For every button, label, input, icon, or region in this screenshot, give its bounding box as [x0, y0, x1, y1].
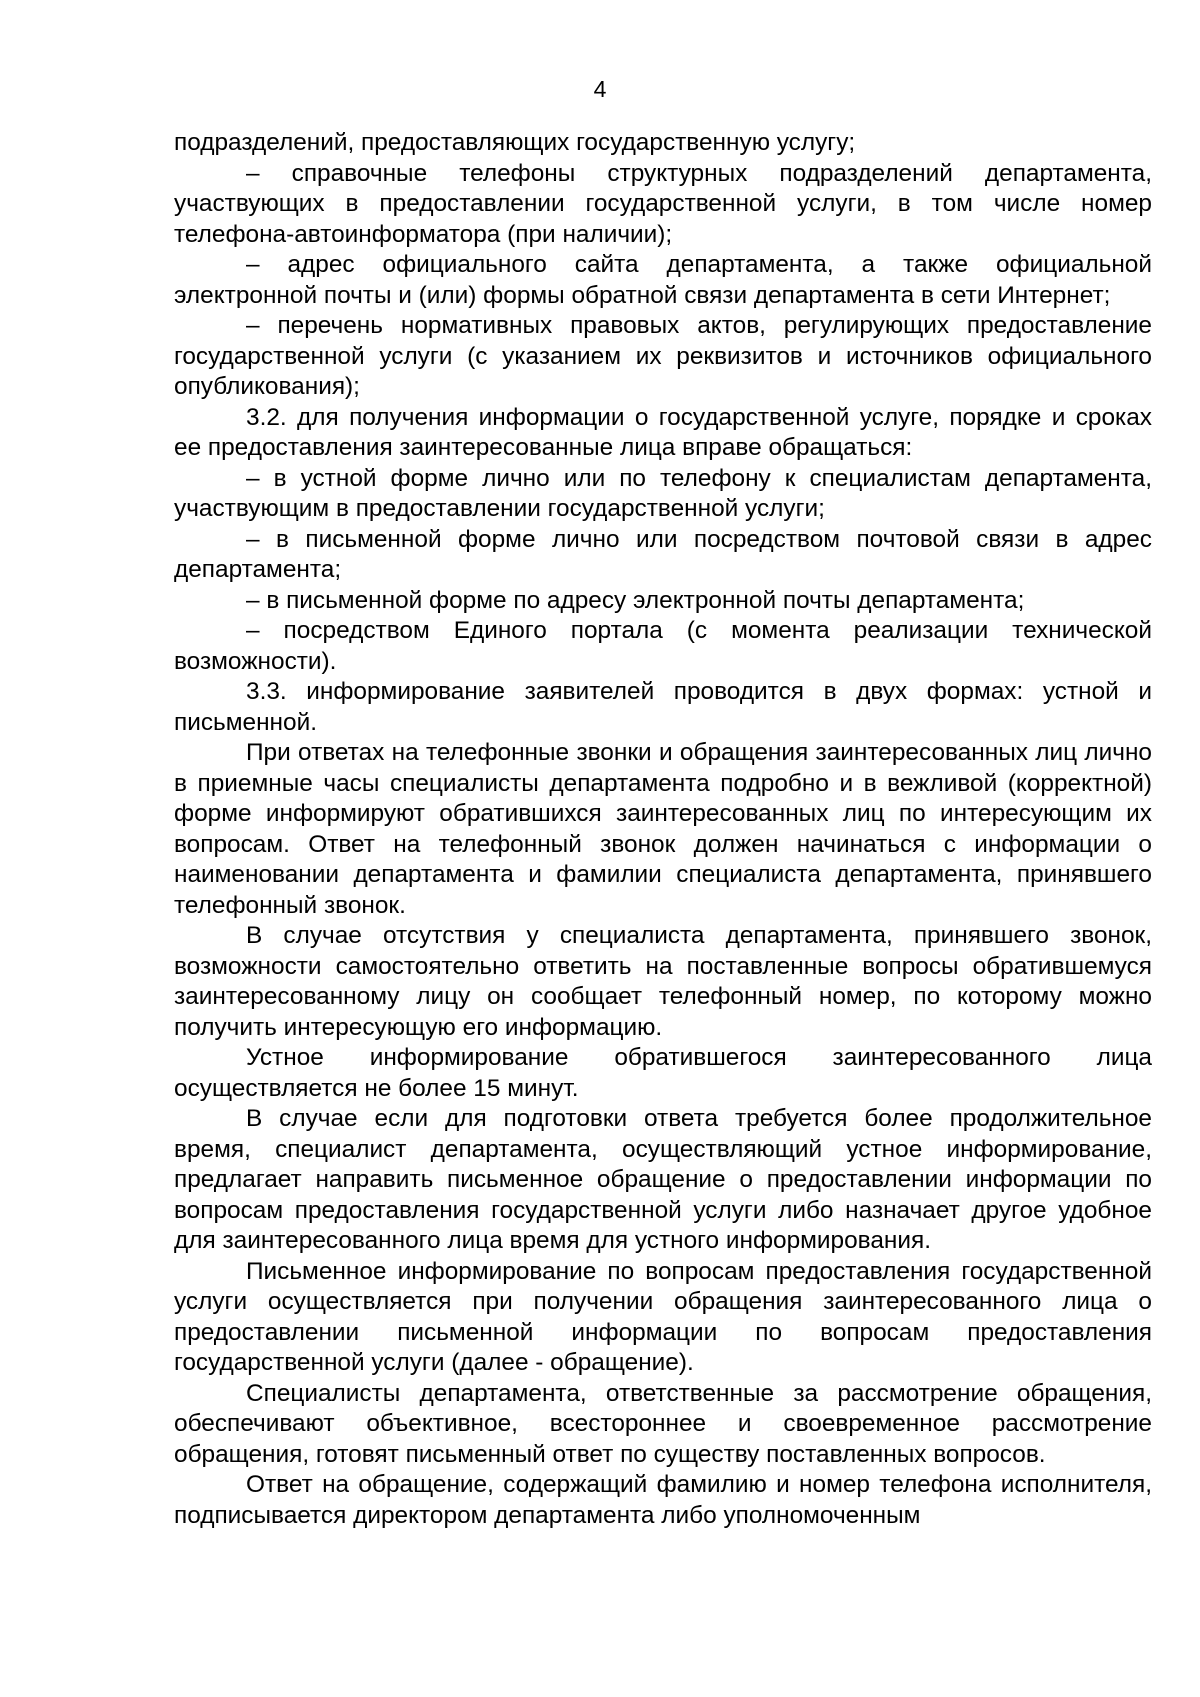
list-item-website: – адрес официального сайта департамента, а также официальной электронной почты и (или) формы обратной связи департамента в сети Интернет; [174, 251, 1152, 309]
paragraph-phone-answers: При ответах на телефонные звонки и обращения заинтересованных лиц лично в приемные часы специалисты департамента подробно и в вежливой (корректной) форме информируют обратившихся заинтересованных лиц по интересующим их вопросам. Ответ на телефонный звонок должен начинаться с информации о наименовании департамента и фамилии специалиста департамента, принявшего телефонный звонок. [174, 739, 1152, 919]
clause-3-2: 3.2. для получения информации о государственной услуге, порядке и сроках ее предоставления заинтересованные лица вправе обращаться: [174, 403, 1152, 461]
paragraph-continuation: подразделений, предоставляющих государственную услугу; [174, 129, 856, 156]
page-number: 4 [593, 76, 607, 102]
list-item-written-email: – в письменной форме по адресу электронной почты департамента; [246, 586, 1025, 614]
document-body [174, 128, 1152, 1531]
paragraph-longer-time: В случае если для подготовки ответа требуется более продолжительное время, специалист департамента, осуществляющий устное информирование, предлагает направить письменное обращение о предоставлении информации по вопросам предоставления государственной услуги либо назначает другое удобное для заинтересованного лица время для устного информирования. [174, 1105, 1152, 1254]
paragraph-oral-duration: Устное информирование обратившегося заинтересованного лица осуществляется не более 15 минут. [174, 1044, 1152, 1102]
paragraph-answer-signing: Ответ на обращение, содержащий фамилию и номер телефона исполнителя, подписывается директором департамента либо уполномоченным [174, 1471, 1152, 1529]
clause-3-3: 3.3. информирование заявителей проводится в двух формах: устной и письменной. [174, 678, 1152, 736]
paragraph-absence: В случае отсутствия у специалиста департамента, принявшего звонок, возможности самостоятельно ответить на поставленные вопросы обратившемуся заинтересованному лицу он сообщает телефонный номер, по которому можно получить интересующую его информацию. [174, 922, 1152, 1041]
list-item-phones: – справочные телефоны структурных подразделений департамента, участвующих в предоставлении государственной услуги, в том числе номер телефона-автоинформатора (при наличии); [174, 159, 1152, 248]
list-item-legal-acts: – перечень нормативных правовых актов, регулирующих предоставление государственной услуги (с указанием их реквизитов и источников официального опубликования); [174, 312, 1152, 400]
list-item-portal: – посредством Единого портала (с момента реализации технической возможности). [174, 617, 1152, 675]
paragraph-written-info: Письменное информирование по вопросам предоставления государственной услуги осуществляется при получении обращения заинтересованного лица о предоставлении письменной информации по вопросам предоставления государственной услуги (далее - обращение). [174, 1257, 1152, 1376]
paragraph-specialists: Специалисты департамента, ответственные за рассмотрение обращения, обеспечивают объективное, всестороннее и своевременное рассмотрение обращения, готовят письменный ответ по существу поставленных вопросов. [174, 1379, 1152, 1468]
list-item-oral: – в устной форме лично или по телефону к специалистам департамента, участвующим в предоставлении государственной услуги; [174, 464, 1152, 522]
list-item-written-mail: – в письменной форме лично или посредством почтовой связи в адрес департамента; [174, 525, 1152, 583]
